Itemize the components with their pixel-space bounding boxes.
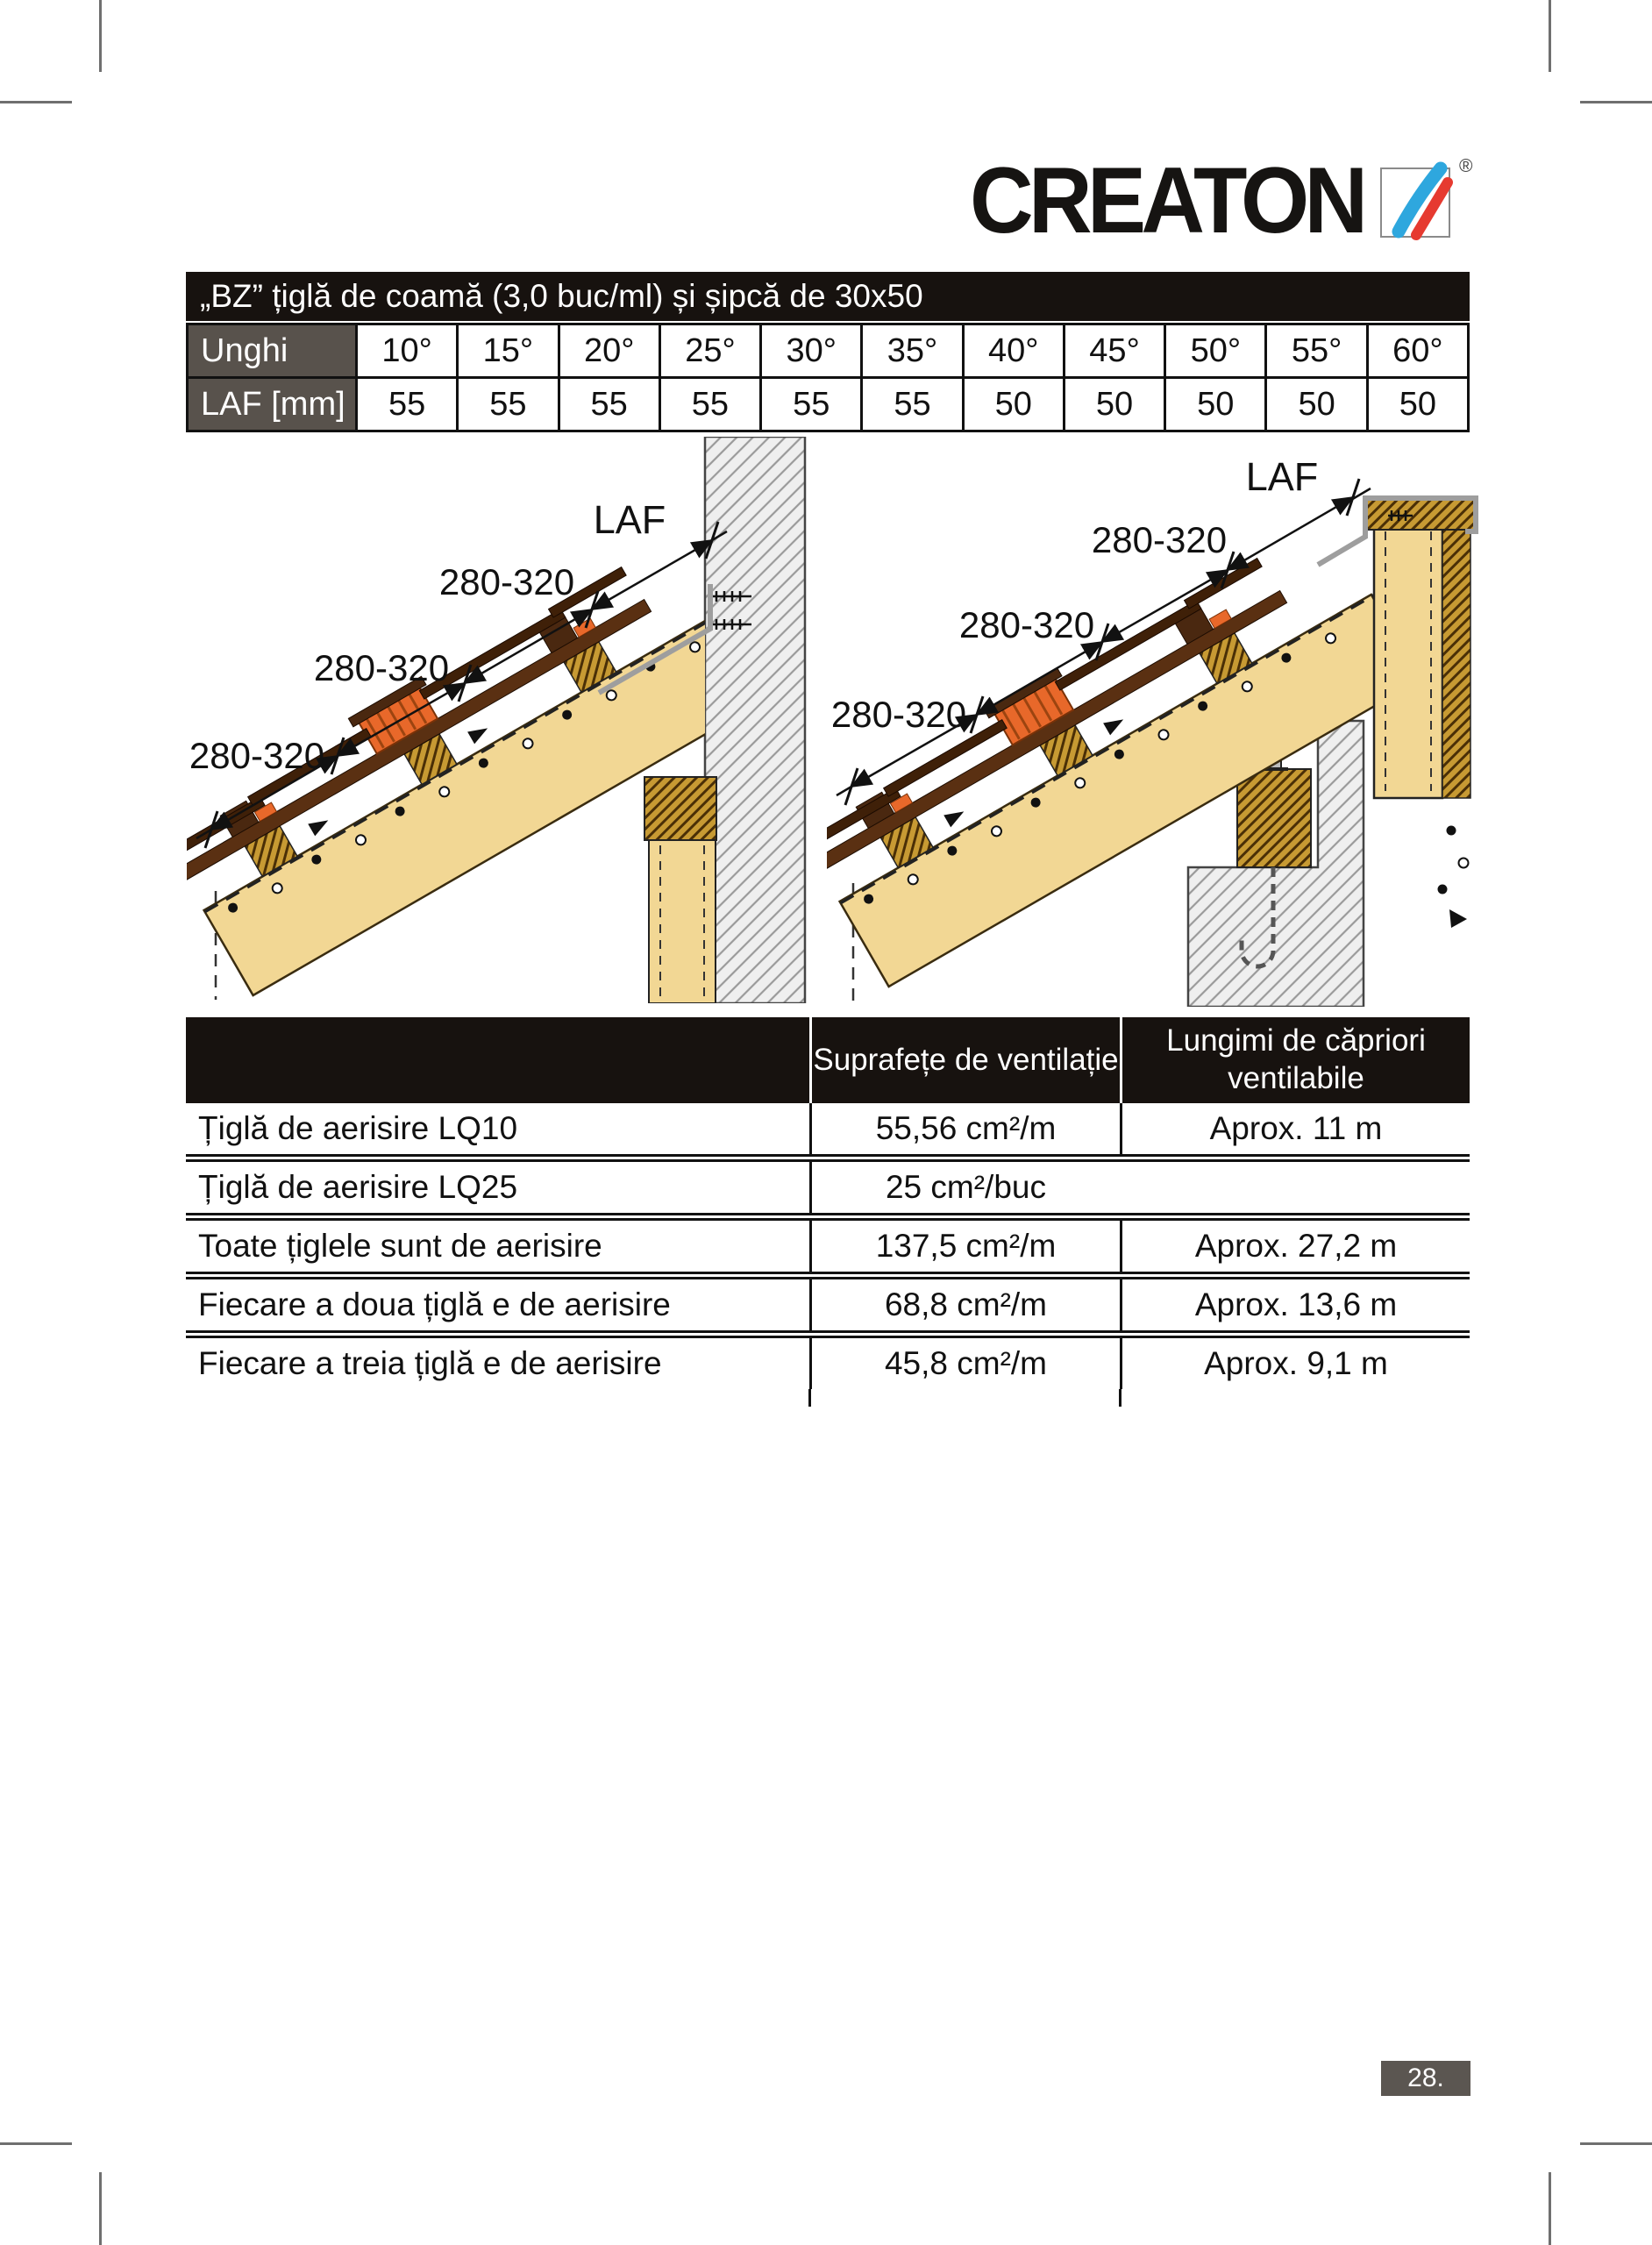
laf-cell: 50 (1369, 379, 1467, 430)
angle-cell: 15° (459, 325, 557, 376)
dim-label: 280-320 (830, 694, 967, 735)
row-surface: 68,8 cm²/m (809, 1279, 1120, 1330)
brand-swoosh-icon (1376, 158, 1463, 242)
row-surface: 45,8 cm²/m (809, 1338, 1120, 1389)
page-number-badge: 28. (1381, 2061, 1470, 2096)
roof-wall-section-diagram (187, 437, 820, 1003)
registered-mark: ® (1459, 156, 1473, 176)
laf-cell: 55 (358, 379, 456, 430)
dim-label: 280-320 (189, 735, 325, 776)
laf-cell: 55 (762, 379, 860, 430)
row-surface: 25 cm²/buc (809, 1162, 1120, 1213)
table-row (186, 1154, 1470, 1213)
laf-cell: 55 (661, 379, 759, 430)
brand-wordmark: CREATON (970, 147, 1364, 253)
wall-plate (644, 777, 716, 840)
row-label-laf: LAF [mm] (189, 379, 355, 430)
dim-label: 280-320 (958, 604, 1095, 645)
verge-cap (1365, 500, 1474, 530)
table-row (186, 1330, 1470, 1389)
laf-cell: 50 (1065, 379, 1164, 430)
crop-mark (0, 2142, 72, 2145)
row-length: Aprox. 11 m (1120, 1103, 1470, 1154)
verge-board (1374, 524, 1442, 798)
dim-label: 280-320 (313, 647, 450, 688)
airflow-arrow (1103, 713, 1127, 735)
airflow-arrow (1449, 909, 1467, 928)
crop-mark (99, 0, 102, 72)
crop-mark (1580, 2142, 1652, 2145)
crop-mark (99, 2172, 102, 2245)
angle-cell: 40° (965, 325, 1063, 376)
angle-cell: 10° (358, 325, 456, 376)
table1-title: „BZ” țiglă de coamă (3,0 buc/ml) și șipcă de 30x50 (186, 272, 1470, 321)
row-label: Fiecare a treia țiglă e de aerisire (198, 1345, 662, 1381)
laf-cell: 50 (965, 379, 1063, 430)
angle-cell: 45° (1065, 325, 1164, 376)
masonry-wall (705, 437, 805, 1003)
ventilation-table (186, 1017, 1470, 1407)
angle-laf-table (186, 272, 1470, 432)
angle-cell: 30° (762, 325, 860, 376)
header-empty-cell (186, 1017, 809, 1103)
column-divider-stubs (186, 1389, 1470, 1407)
laf-label: LAF (1245, 454, 1319, 499)
dim-label: 280-320 (1091, 519, 1228, 560)
angle-cell: 25° (661, 325, 759, 376)
bargeboard (1442, 524, 1470, 798)
dim-label: 280-320 (438, 561, 575, 602)
wall-plate (1237, 769, 1311, 867)
header-surface: Suprafețe de ventilație (809, 1017, 1120, 1103)
row-length: Aprox. 13,6 m (1120, 1279, 1470, 1330)
laf-cell: 50 (1267, 379, 1365, 430)
airflow-arrow (467, 722, 491, 744)
brand-logo (970, 147, 1463, 253)
crop-mark (1549, 2172, 1551, 2245)
crop-mark (0, 101, 72, 103)
header-length: Lungimi de căpriori ventilabile (1120, 1017, 1470, 1103)
row-length (1120, 1162, 1470, 1213)
row-label: Fiecare a doua țiglă e de aerisire (198, 1286, 671, 1322)
crop-mark (1549, 0, 1551, 72)
row-label: Țiglă de aerisire LQ10 (198, 1110, 518, 1146)
roof-verge-section-diagram (827, 431, 1486, 1007)
laf-cell: 55 (863, 379, 961, 430)
angle-cell: 50° (1166, 325, 1264, 376)
laf-cell: 55 (459, 379, 557, 430)
row-surface: 137,5 cm²/m (809, 1221, 1120, 1272)
angle-cell: 20° (560, 325, 659, 376)
ventilation-table-header (186, 1017, 1470, 1103)
angle-cell: 35° (863, 325, 961, 376)
angle-cell: 60° (1369, 325, 1467, 376)
table-row (186, 1272, 1470, 1330)
laf-cell: 50 (1166, 379, 1264, 430)
timber-post (649, 840, 716, 1003)
crop-mark (1580, 101, 1652, 103)
table1-grid (186, 323, 1470, 432)
table-row (186, 1103, 1470, 1154)
row-label: Țiglă de aerisire LQ25 (198, 1169, 518, 1205)
row-length: Aprox. 9,1 m (1120, 1338, 1470, 1389)
angle-cell: 55° (1267, 325, 1365, 376)
laf-cell: 55 (560, 379, 659, 430)
table-row (186, 1213, 1470, 1272)
airflow-arrow (308, 814, 331, 836)
laf-label: LAF (593, 497, 666, 542)
row-surface: 55,56 cm²/m (809, 1103, 1120, 1154)
row-length: Aprox. 27,2 m (1120, 1221, 1470, 1272)
row-label-unghi: Unghi (189, 325, 355, 376)
row-label: Toate țiglele sunt de aerisire (198, 1228, 602, 1264)
airflow-arrow (943, 805, 967, 827)
